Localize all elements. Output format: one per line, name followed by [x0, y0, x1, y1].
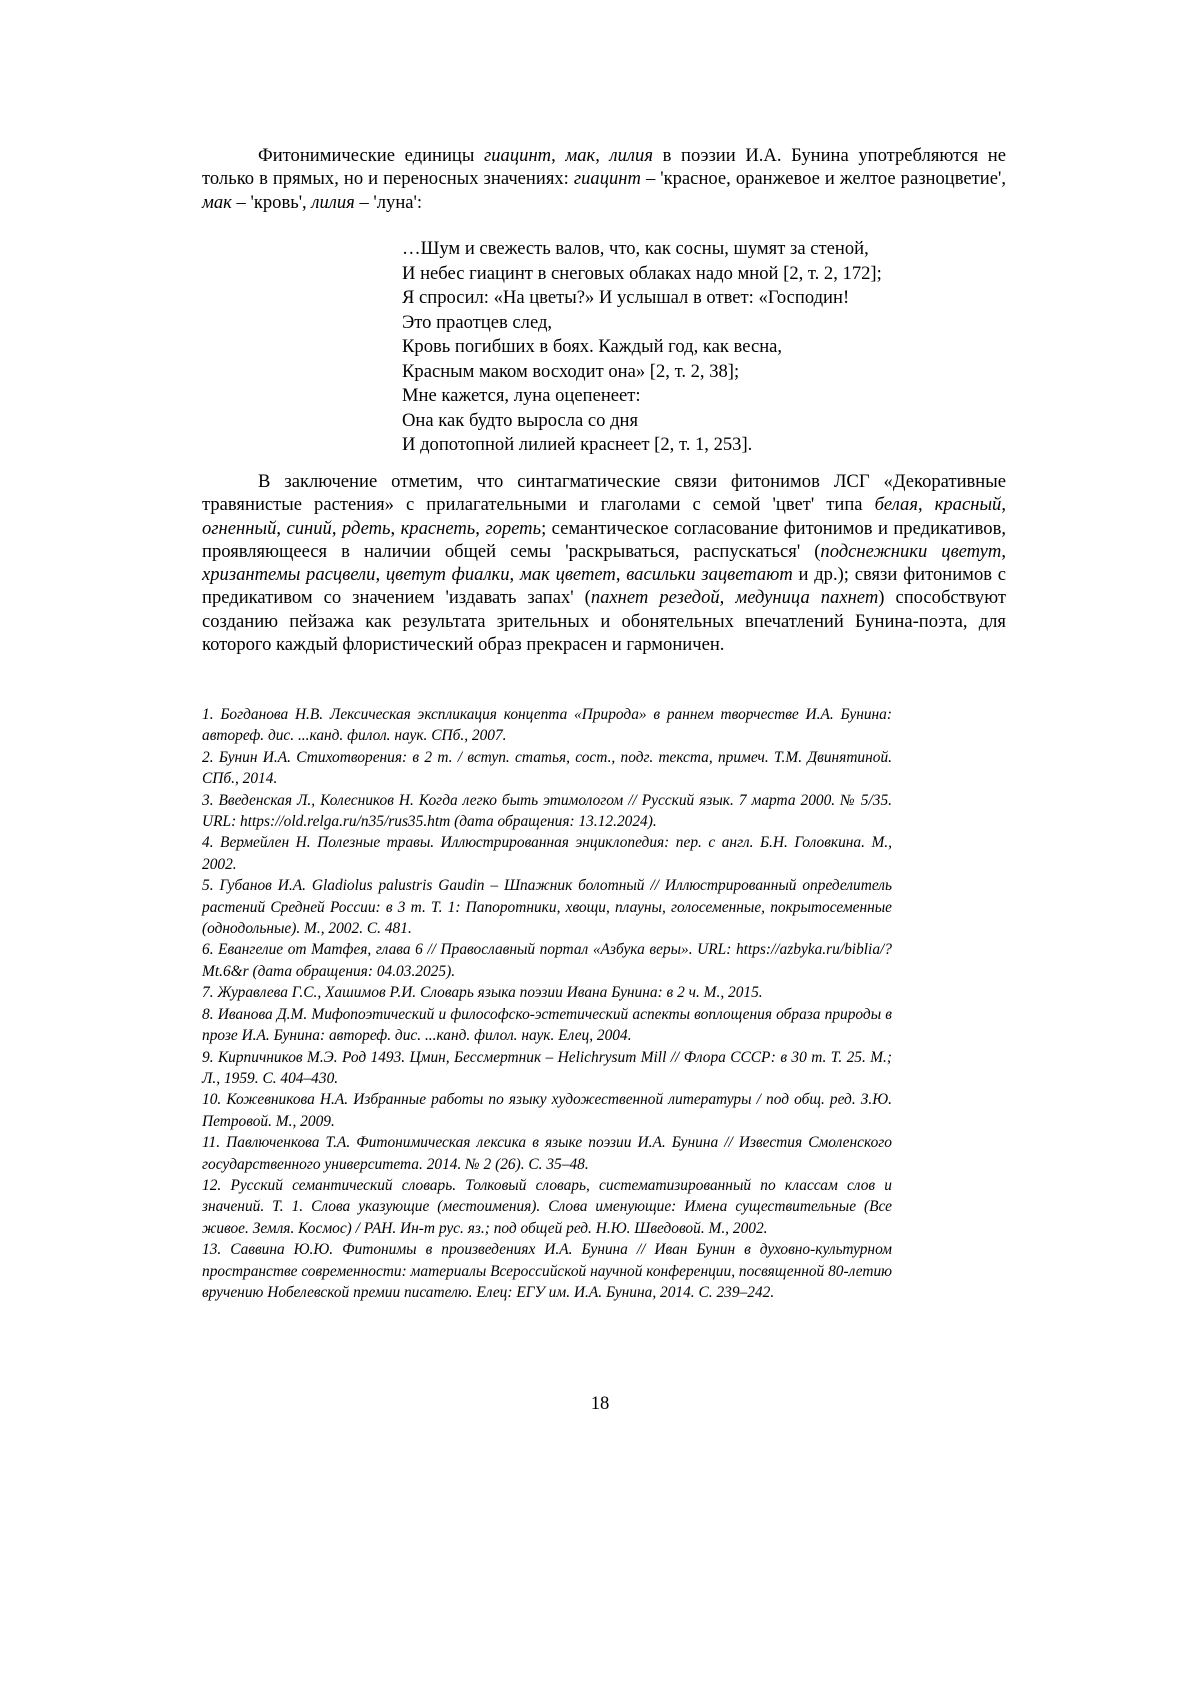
text-run: ,: [375, 564, 386, 586]
reference-item: 1. Богданова Н.В. Лексическая экспликация концепта «Природа» в раннем творчестве И.А. Бунина: автореф. дис. ...канд. филол. наук. СПб., 2007.: [202, 706, 892, 745]
text-run: ,: [1001, 494, 1006, 516]
reference-item: 7. Журавлева Г.С., Хашимов Р.И. Словарь языка поэзии Ивана Бунина: в 2 ч. М., 2015.: [202, 984, 763, 1002]
italic-term: мак: [202, 191, 232, 213]
italic-term: гиацинт: [484, 145, 552, 166]
text-run: ,: [276, 517, 287, 539]
text-run: Фитонимические единицы: [258, 145, 484, 166]
text-run: – 'луна':: [354, 191, 423, 213]
reference-item: 11. Павлюченкова Т.А. Фитонимическая лексика в языке поэзии И.А. Бунина // Известия Смоленского государственного университета. 2014. № 2 (26). С. 35–48.: [202, 1134, 892, 1173]
text-run: в поэзии И.А. Бунина употребляются не только в прямых, но и переносных значениях:: [202, 145, 1007, 190]
text-run: ,: [595, 145, 610, 166]
text-run: ,: [509, 564, 520, 586]
text-run: – 'красное, оранжевое и желтое разноцветие',: [640, 168, 1006, 190]
italic-term: мак: [565, 145, 596, 166]
text-run: ,: [917, 494, 935, 516]
text-run: В заключение отметим, что синтагматические связи фитонимов ЛСГ «Декоративные травянистые растения» с прилагательными и глаголами с семой 'цвет' типа: [202, 471, 1006, 516]
italic-term: пахнет резедой: [590, 587, 720, 609]
italic-term: лилия: [609, 145, 653, 166]
text-run: ) способствуют созданию пейзажа как результата зрительных и обонятельных впечатлений Бунина-поэта, для которого каждый флористический образ прекрасен и гармоничен.: [202, 587, 1007, 656]
reference-item: 5. Губанов И.А. Gladiolus palustris Gaudin – Шпажник болотный // Иллюстрированный определитель растений Средней России: в 3 т. Т. 1: Папоротники, хвощи, плауны, голосеменные, покрытосеменные (однодольные). М., 2002. С. 481.: [202, 877, 892, 938]
text-run: и др.); связи фитонимов с предикативом со значением 'издавать запах' (: [202, 564, 1007, 609]
poem-quotation: [402, 237, 882, 458]
poem-line: Кровь погибших в боях. Каждый год, как весна,: [402, 336, 783, 357]
text-run: ,: [475, 517, 486, 539]
text-run: ,: [390, 517, 401, 539]
text-run: ,: [615, 564, 627, 586]
italic-term: белая: [874, 494, 918, 516]
reference-item: 9. Кирпичников М.Э. Род 1493. Цмин, Бессмертник – Helichrysum Mill // Флора СССР: в 30 т. Т. 25. М.; Л., 1959. С. 404–430.: [202, 1048, 892, 1087]
italic-term: подснежники цветут: [820, 540, 1002, 562]
reference-item: 12. Русский семантический словарь. Толковый словарь, систематизированный по классам слов и значений. Т. 1. Слова указующие (местоимения). Слова именующие: Имена существительные (Все живое. Земля. Космос) / РАН. Ин-т рус. яз.; под общей ред. Н.Ю. Шведовой. М., 2002.: [202, 1176, 892, 1237]
poem-line: И небес гиацинт в снеговых облаках надо мной [2, т. 2, 172];: [402, 262, 882, 284]
text-run: ,: [1001, 540, 1006, 562]
poem-line: Это праотцев след,: [402, 311, 553, 333]
italic-term: красный: [934, 494, 1002, 516]
italic-term: рдеть: [341, 517, 391, 539]
italic-term: лилия: [311, 191, 355, 213]
poem-line: И допотопной лилией краснеет [2, т. 1, 253].: [402, 434, 753, 455]
reference-item: 8. Иванова Д.М. Мифопоэтический и философско-эстетический аспекты воплощения образа природы в прозе И.А. Бунина: автореф. дис. ...канд. филол. наук. Елец, 2004.: [202, 1005, 892, 1045]
italic-term: синий: [286, 517, 332, 539]
italic-term: гореть: [485, 517, 542, 539]
page-number: 18: [590, 1393, 610, 1414]
poem-line: …Шум и свежесть валов, что, как сосны, шумят за стеной,: [402, 238, 869, 259]
reference-item: 10. Кожевникова Н.А. Избранные работы по языку художественной литературы / под общ. ред. З.Ю. Петровой. М., 2009.: [202, 1091, 892, 1130]
text-run: ,: [331, 517, 342, 539]
italic-term: огненный: [202, 517, 277, 539]
italic-term: хризантемы расцвели: [202, 564, 376, 586]
reference-item: 4. Вермейлен Н. Полезные травы. Иллюстрированная энциклопедия: пер. с англ. Б.Н. Головкина. М., 2002.: [202, 834, 892, 873]
paragraph-conclusion: [202, 470, 1006, 656]
text-run: ,: [551, 145, 566, 166]
paragraph-phytonym-units: [202, 144, 1006, 214]
poem-line: Я спросил: «На цветы?» И услышал в ответ: «Господин!: [402, 287, 850, 308]
reference-item: 2. Бунин И.А. Стихотворения: в 2 т. / вступ. статья, сост., подг. текста, примеч. Т.М. Двинятиной. СПб., 2014.: [202, 748, 892, 788]
text-run: ; семантическое согласование фитонимов и предикативов, проявляющееся в наличии общей семы 'раскрываться, распускаться' (: [202, 517, 1006, 562]
italic-term: мак цветет: [519, 564, 616, 586]
italic-term: медуница пахнет: [735, 587, 879, 609]
italic-term: краснеть: [400, 517, 476, 539]
text-run: – 'кровь',: [231, 191, 312, 213]
poem-line: Она как будто выросла со дня: [402, 409, 639, 431]
poem-line: Мне кажется, луна оцепенеет:: [402, 385, 641, 406]
poem-line: Красным маком восходит она» [2, т. 2, 38];: [402, 360, 740, 382]
italic-term: гиацинт: [573, 168, 641, 190]
reference-item: 6. Евангелие от Матфея, глава 6 // Православный портал «Азбука веры». URL: https://azbyka.ru/biblia/?Mt.6&r (дата обращения: 04.03.2025).: [202, 941, 892, 980]
references-list: [202, 704, 892, 1303]
reference-item: 13. Саввина Ю.Ю. Фитонимы в произведениях И.А. Бунина // Иван Бунин в духовно-культурном пространстве современности: материалы Всероссийской научной конференции, посвященной 80-летию вручению Нобелевской премии писателю. Елец: ЕГУ им. И.А. Бунина, 2014. С. 239–242.: [202, 1241, 892, 1301]
text-run: ,: [719, 587, 736, 609]
italic-term: цветут фиалки: [385, 564, 510, 586]
italic-term: васильки зацветают: [626, 564, 793, 586]
reference-item: 3. Введенская Л., Колесников Н. Когда легко быть этимологом // Русский язык. 7 марта 2000. № 5/35. URL: https://old.relga.ru/n35/rus35.htm (дата обращения: 13.12.2024).: [202, 791, 892, 831]
